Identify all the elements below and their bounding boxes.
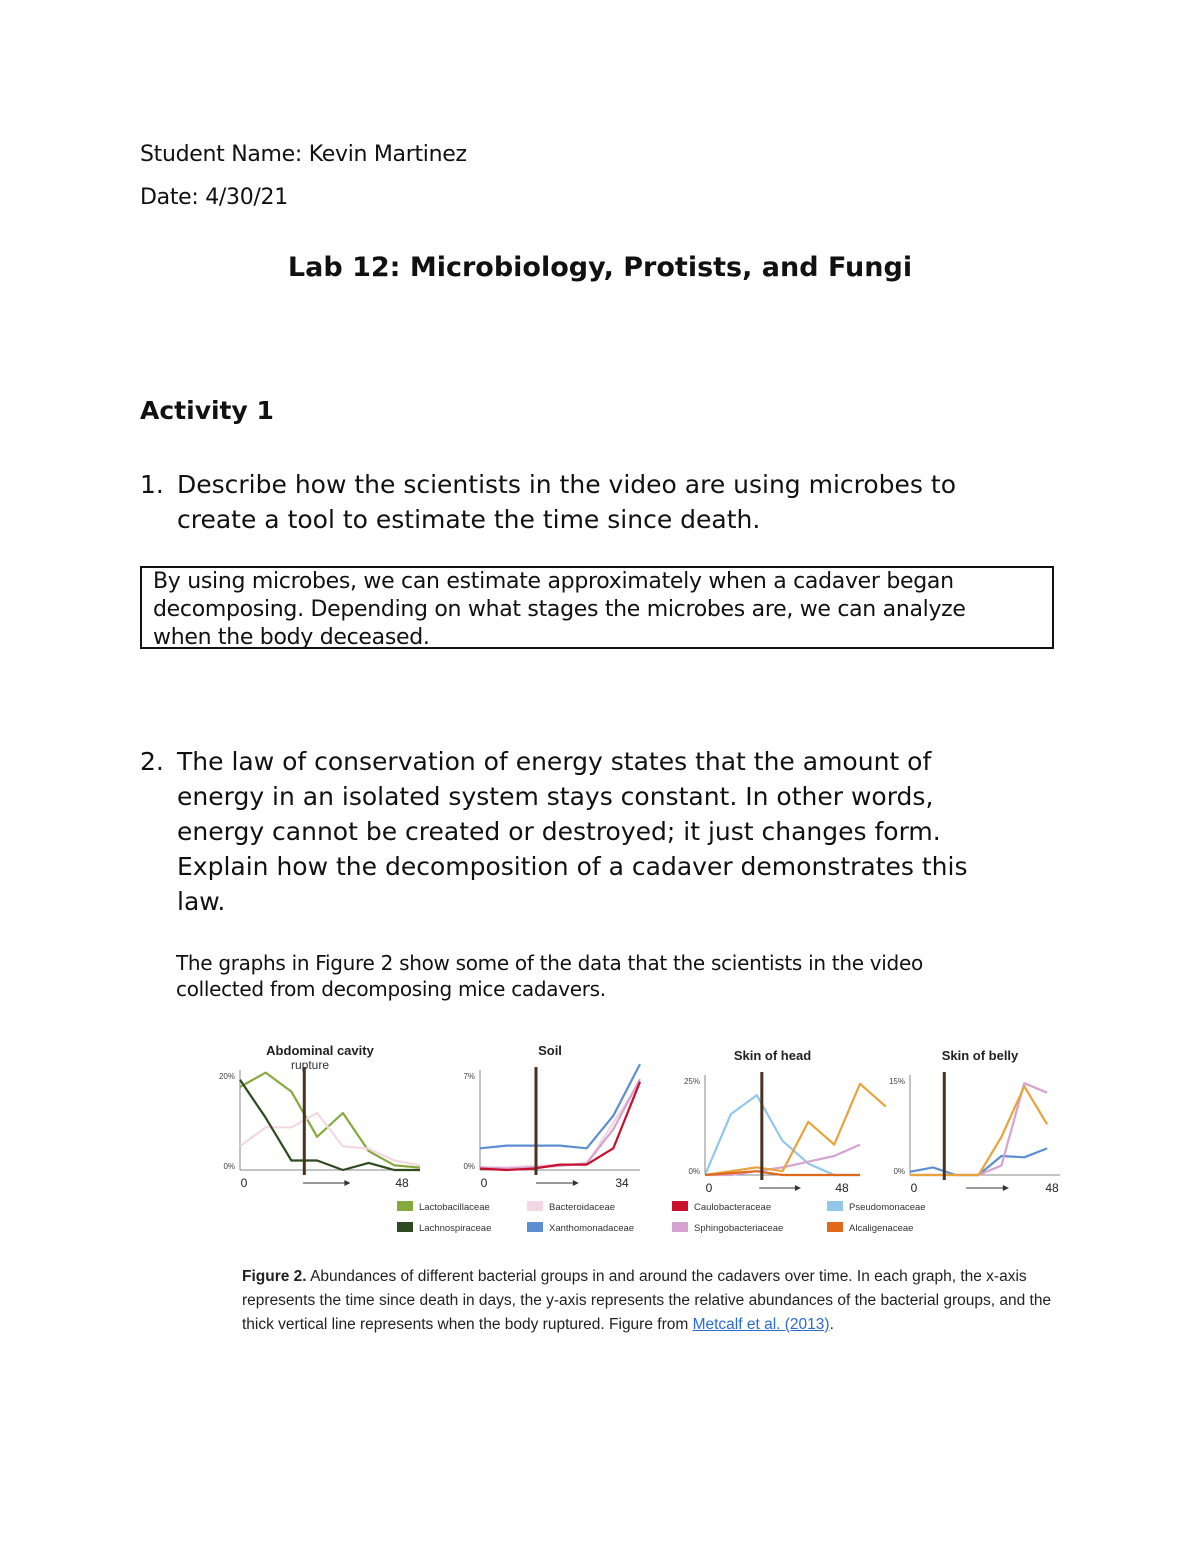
legend-swatch [827, 1201, 843, 1211]
question-line: Describe how the scientists in the video are using microbes to [177, 470, 957, 499]
series-line [910, 1148, 1047, 1175]
legend-swatch [672, 1201, 688, 1211]
question-1 [140, 467, 1060, 539]
time-arrow-head [1003, 1185, 1009, 1191]
y-tick-label: 0% [893, 1167, 905, 1176]
x-tick-label: 48 [1045, 1181, 1059, 1195]
question-number: 2. [140, 747, 164, 776]
legend-swatch [527, 1222, 543, 1232]
chart-title: Soil [538, 1043, 562, 1058]
caption-line: Abundances of different bacterial groups in and around the cadavers over time. In each graph, the x-axis [310, 1268, 1027, 1285]
legend-swatch [527, 1201, 543, 1211]
student-name: Student Name: Kevin Martinez [140, 142, 467, 167]
time-arrow-head [573, 1180, 579, 1186]
activity-heading: Activity 1 [140, 396, 274, 425]
x-tick-label: 48 [395, 1176, 409, 1190]
legend-label: Lactobacillaceae [419, 1202, 490, 1213]
citation-link[interactable]: Metcalf et al. (2013) [692, 1316, 830, 1333]
question-line: law. [177, 887, 226, 916]
series-line [480, 1079, 640, 1169]
question-2 [140, 744, 1060, 922]
question-line: create a tool to estimate the time since death. [177, 505, 761, 534]
answer-box[interactable] [140, 566, 1054, 649]
x-tick-label: 48 [835, 1181, 849, 1195]
legend-swatch [672, 1222, 688, 1232]
legend-swatch [827, 1222, 843, 1232]
question-line: Explain how the decomposition of a cadaver demonstrates this [177, 852, 968, 881]
x-tick-label: 34 [615, 1176, 629, 1190]
intro-line: The graphs in Figure 2 show some of the data that the scientists in the video [176, 951, 923, 975]
caption-label: Figure 2. [242, 1268, 307, 1285]
y-tick-label: 0% [223, 1162, 235, 1171]
caption-line: represents the time since death in days, the y-axis represents the relative abundances of the bacterial groups, and the [242, 1292, 1052, 1309]
question-line: energy in an isolated system stays constant. In other words, [177, 782, 934, 811]
legend-swatch [397, 1222, 413, 1232]
legend-label: Pseudomonaceae [849, 1202, 926, 1213]
legend-label: Sphingobacteriaceae [694, 1223, 784, 1234]
legend-label: Lachnospiraceae [419, 1223, 492, 1234]
legend-label: Xanthomonadaceae [549, 1223, 635, 1234]
x-tick-label: 0 [705, 1181, 713, 1195]
answer-line: when the body deceased. [153, 625, 430, 650]
legend-label: Alcaligenaceae [849, 1223, 914, 1234]
y-tick-label: 25% [683, 1077, 700, 1086]
y-tick-label: 20% [218, 1072, 235, 1081]
intro-line: collected from decomposing mice cadavers. [176, 977, 606, 1001]
chart-title: Skin of belly [941, 1048, 1019, 1063]
y-tick-label: 15% [888, 1077, 905, 1086]
rupture-label: rupture [290, 1058, 330, 1072]
answer-line: decomposing. Depending on what stages the microbes are, we can analyze [153, 597, 966, 622]
series-line [910, 1083, 1047, 1175]
series-line [705, 1095, 860, 1175]
date: Date: 4/30/21 [140, 185, 288, 210]
answer-line: By using microbes, we can estimate approximately when a cadaver began [153, 569, 954, 594]
caption-line: thick vertical line represents when the body ruptured. Figure from [242, 1316, 689, 1333]
figure-caption [242, 1265, 1102, 1337]
time-arrow-head [795, 1185, 801, 1191]
page-title: Lab 12: Microbiology, Protists, and Fungi [287, 252, 913, 283]
series-line [480, 1064, 640, 1148]
series-line [910, 1086, 1047, 1175]
x-tick-label: 0 [480, 1176, 488, 1190]
y-tick-label: 7% [463, 1072, 475, 1081]
y-tick-label: 0% [688, 1167, 700, 1176]
figure-intro [176, 950, 1056, 1002]
x-tick-label: 0 [240, 1176, 248, 1190]
legend-swatch [397, 1201, 413, 1211]
figure-2-charts [200, 1040, 1060, 1250]
question-line: energy cannot be created or destroyed; it just changes form. [177, 817, 941, 846]
chart-title: Abdominal cavity [266, 1043, 374, 1058]
legend-label: Caulobacteraceae [694, 1202, 772, 1213]
question-number: 1. [140, 470, 164, 499]
time-arrow-head [344, 1180, 350, 1186]
caption-period: . [829, 1316, 834, 1333]
x-tick-label: 0 [910, 1181, 918, 1195]
series-line [705, 1084, 886, 1175]
y-tick-label: 0% [463, 1162, 475, 1171]
question-line: The law of conservation of energy states that the amount of [177, 747, 932, 776]
chart-title: Skin of head [733, 1048, 812, 1063]
legend-label: Bacteroidaceae [549, 1202, 616, 1213]
